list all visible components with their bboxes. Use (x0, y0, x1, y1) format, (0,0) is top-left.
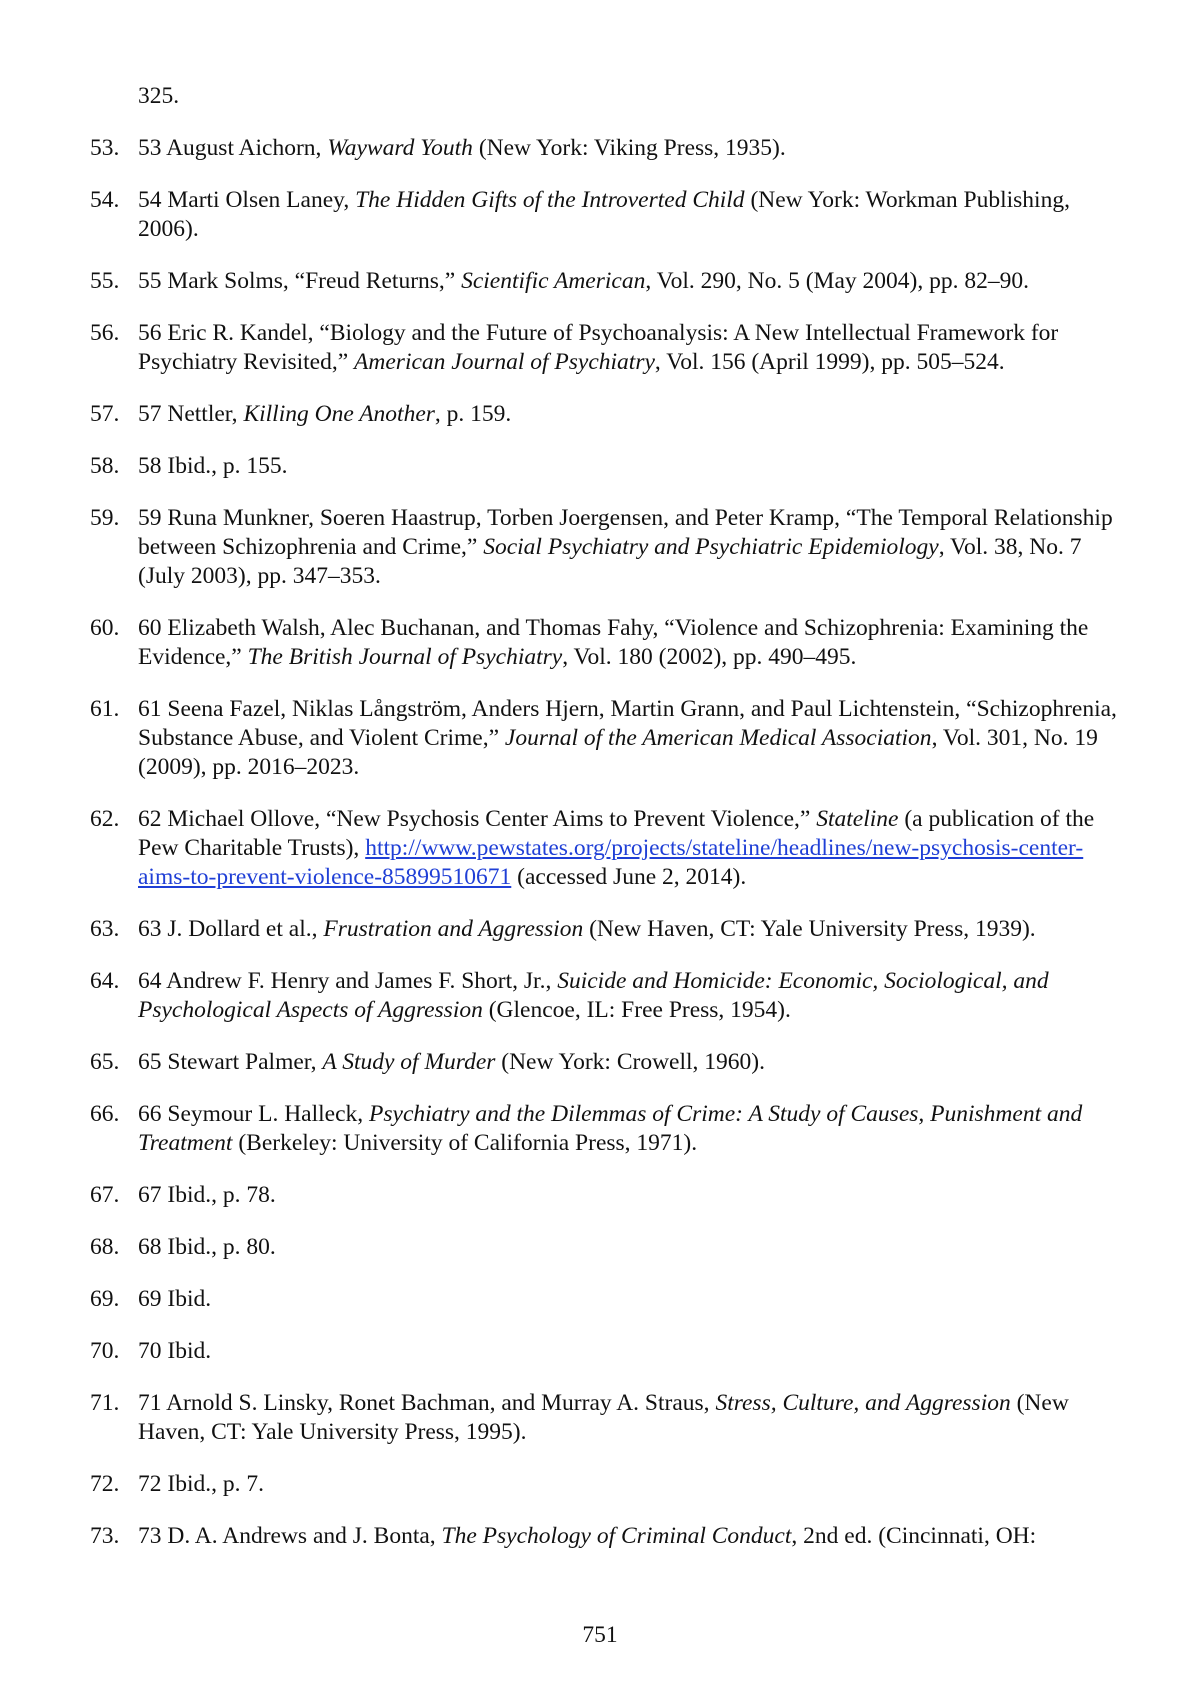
citation-title: The British Journal of Psychiatry (247, 644, 563, 670)
endnote-item (90, 805, 1130, 892)
endnote-item (90, 134, 1130, 163)
citation-link[interactable]: http://www.pewstates.org/projects/stateline/headlines/new-psychosis-center-aims-to-prevent-violence-85899510671 (138, 835, 1084, 890)
endnote-text (138, 1337, 1130, 1366)
citation-title: Stateline (816, 806, 899, 832)
endnote-number: 59. (90, 505, 120, 531)
endnote-item (90, 967, 1130, 1025)
citation-text: , Vol. 180 (2002), pp. 490–495. (562, 644, 857, 670)
citation-text: 71 Arnold S. Linsky, Ronet Bachman, and Murray A. Straus, (138, 1390, 716, 1416)
citation-text: 61 Seena Fazel, Niklas Långström, Anders Hjern, Martin Grann, and Paul Lichtenstein, “Schizophrenia, Substance Abuse, and Violent Crime,” (138, 696, 1117, 751)
citation-title: Killing One Another (243, 401, 435, 427)
citation-text: 60 Elizabeth Walsh, Alec Buchanan, and Thomas Fahy, “Violence and Schizophrenia: Examining the Evidence,” (138, 615, 1089, 670)
endnote-number: 72. (90, 1471, 120, 1497)
citation-title: The Hidden Gifts of the Introverted Child (355, 187, 745, 213)
citation-text: 55 Mark Solms, “Freud Returns,” (138, 268, 462, 294)
citation-text: 65 Stewart Palmer, (138, 1049, 323, 1075)
endnote-text (138, 452, 1130, 481)
endnote-number: 65. (90, 1049, 120, 1075)
citation-text: 68 Ibid., p. 80. (138, 1234, 276, 1260)
endnote-item (90, 695, 1130, 782)
endnote-item (90, 1470, 1130, 1499)
citation-text: 62 Michael Ollove, “New Psychosis Center Aims to Prevent Violence,” (138, 806, 817, 832)
endnote-number: 71. (90, 1390, 120, 1416)
citation-text: , Vol. 301, No. 19 (2009), pp. 2016–2023. (138, 725, 1098, 780)
endnote-text (138, 1100, 1130, 1158)
endnote-item (90, 915, 1130, 944)
endnote-text (138, 1048, 1130, 1077)
citation-title: Wayward Youth (327, 135, 473, 161)
endnote-number: 68. (90, 1234, 120, 1260)
endnote-number: 61. (90, 696, 120, 722)
citation-text: (Glencoe, IL: Free Press, 1954). (482, 997, 791, 1023)
citation-text: , Vol. 290, No. 5 (May 2004), pp. 82–90. (645, 268, 1029, 294)
citation-text: 56 Eric R. Kandel, “Biology and the Future of Psychoanalysis: A New Intellectual Framework for Psychiatry Revisited,” (138, 320, 1059, 375)
citation-text: (New Haven, CT: Yale University Press, 1995). (138, 1390, 1069, 1445)
endnote-number: 56. (90, 320, 120, 346)
endnote-text (138, 504, 1130, 591)
citation-title: Psychiatry and the Dilemmas of Crime: A Study of Causes, Punishment and Treatment (138, 1101, 1083, 1156)
endnote-text (138, 134, 1130, 163)
citation-text: (accessed June 2, 2014). (511, 864, 747, 890)
page-number: 751 (582, 1622, 618, 1648)
citation-text: 73 D. A. Andrews and J. Bonta, (138, 1523, 442, 1549)
citation-text: 54 Marti Olsen Laney, (138, 187, 356, 213)
endnote-number: 55. (90, 268, 120, 294)
citation-text: 59 Runa Munkner, Soeren Haastrup, Torben Joergensen, and Peter Kramp, “The Temporal Relationship between Schizophrenia and Crime,” (138, 505, 1113, 560)
endnote-number: 66. (90, 1101, 120, 1127)
citation-text: 57 Nettler, (138, 401, 244, 427)
endnote-item (90, 319, 1130, 377)
endnote-number: 64. (90, 968, 120, 994)
citation-title: Frustration and Aggression (323, 916, 584, 942)
endnote-number: 73. (90, 1523, 120, 1549)
citation-text: (Berkeley: University of California Press, 1971). (232, 1130, 698, 1156)
endnote-text (138, 1233, 1130, 1262)
endnote-item (90, 1522, 1130, 1551)
endnote-number: 57. (90, 401, 120, 427)
citation-text: , p. 159. (434, 401, 512, 427)
citation-title: American Journal of Psychiatry (354, 349, 655, 375)
endnote-number: 53. (90, 135, 120, 161)
endnote-item (90, 400, 1130, 429)
citation-text: 69 Ibid. (138, 1286, 212, 1312)
citation-text: (a publication of the Pew Charitable Trusts), (138, 806, 1095, 861)
endnote-item (90, 1337, 1130, 1366)
endnote-item (90, 504, 1130, 591)
endnote-number: 69. (90, 1286, 120, 1312)
endnote-number: 54. (90, 187, 120, 213)
endnote-text (138, 695, 1130, 782)
citation-text: , Vol. 38, No. 7 (July 2003), pp. 347–353. (138, 534, 1082, 589)
endnote-number: 63. (90, 916, 120, 942)
citation-text: , Vol. 156 (April 1999), pp. 505–524. (654, 349, 1005, 375)
citation-text: 53 August Aichorn, (138, 135, 328, 161)
citation-title: Suicide and Homicide: Economic, Sociological, and Psychological Aspects of Aggression (138, 968, 1049, 1023)
endnote-item (90, 1233, 1130, 1262)
citation-text: 58 Ibid., p. 155. (138, 453, 288, 479)
endnote-text (138, 267, 1130, 296)
endnote-number: 60. (90, 615, 120, 641)
endnote-item (90, 186, 1130, 244)
endnote-item (90, 452, 1130, 481)
endnote-item (90, 1389, 1130, 1447)
endnote-number: 62. (90, 806, 120, 832)
citation-text: (New York: Viking Press, 1935). (472, 135, 786, 161)
citation-text: , 2nd ed. (Cincinnati, OH: (791, 1523, 1037, 1549)
endnote-text (138, 1522, 1130, 1551)
citation-text: (New York: Workman Publishing, 2006). (138, 187, 1070, 242)
citation-text: 72 Ibid., p. 7. (138, 1471, 264, 1497)
endnote-text (138, 614, 1130, 672)
citation-text: (New Haven, CT: Yale University Press, 1939). (583, 916, 1036, 942)
citation-text: 63 J. Dollard et al., (138, 916, 324, 942)
note-continuation: 325. (138, 83, 180, 109)
citation-title: A Study of Murder (322, 1049, 496, 1075)
endnote-text (138, 1285, 1130, 1314)
endnote-text (138, 915, 1130, 944)
citation-title: Scientific American (461, 268, 646, 294)
endnote-number: 67. (90, 1182, 120, 1208)
endnote-text (138, 1389, 1130, 1447)
endnote-number: 70. (90, 1338, 120, 1364)
endnote-text (138, 967, 1130, 1025)
endnote-item (90, 614, 1130, 672)
endnote-item (90, 1285, 1130, 1314)
citation-title: Stress, Culture, and Aggression (715, 1390, 1011, 1416)
citation-text: 70 Ibid. (138, 1338, 212, 1364)
citation-title: The Psychology of Criminal Conduct (441, 1523, 792, 1549)
endnote-number: 58. (90, 453, 120, 479)
endnote-text (138, 1181, 1130, 1210)
endnote-text (138, 805, 1130, 892)
citation-text: (New York: Crowell, 1960). (495, 1049, 765, 1075)
citation-text: 67 Ibid., p. 78. (138, 1182, 276, 1208)
endnote-item (90, 267, 1130, 296)
citation-text: 66 Seymour L. Halleck, (138, 1101, 370, 1127)
endnote-text (138, 400, 1130, 429)
endnote-item (90, 1048, 1130, 1077)
endnote-item (90, 1100, 1130, 1158)
citation-text: 64 Andrew F. Henry and James F. Short, Jr., (138, 968, 558, 994)
endnote-text (138, 1470, 1130, 1499)
endnotes-list (90, 82, 1130, 1574)
endnote-text (138, 319, 1130, 377)
endnote-text (138, 186, 1130, 244)
citation-title: Journal of the American Medical Association (504, 725, 932, 751)
citation-title: Social Psychiatry and Psychiatric Epidemiology (483, 534, 939, 560)
endnote-item (90, 1181, 1130, 1210)
